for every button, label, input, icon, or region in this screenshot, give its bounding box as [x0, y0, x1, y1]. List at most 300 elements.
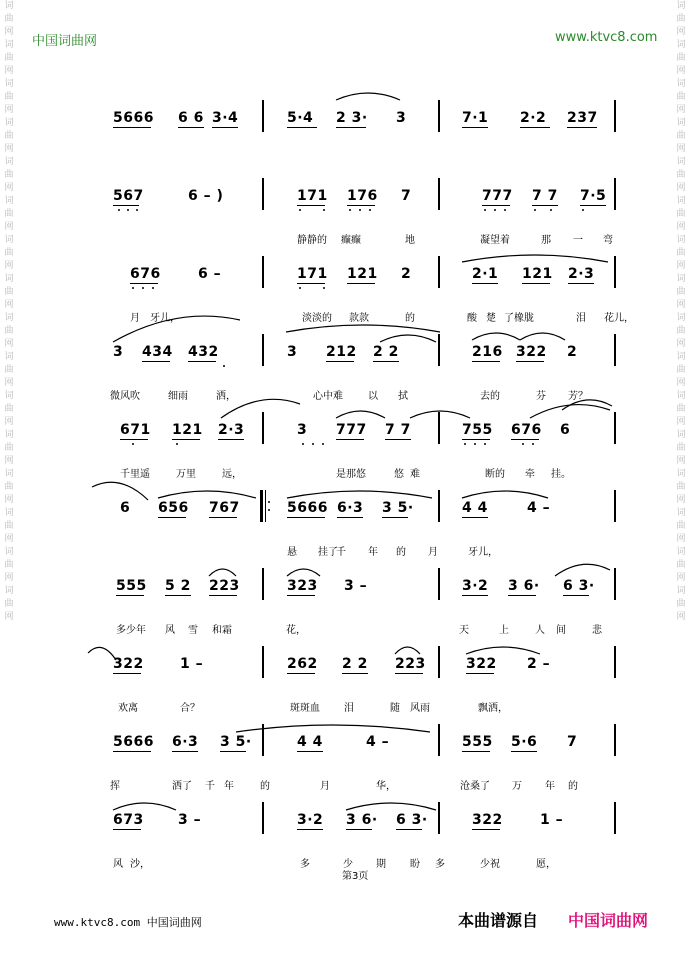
octave-dot [142, 287, 144, 289]
lyric-syllable: 地 [405, 235, 415, 246]
watermark-char: 网 [4, 378, 14, 388]
octave-dot [322, 443, 324, 445]
watermark-char: 曲 [4, 92, 14, 102]
repeat-dot [268, 509, 270, 511]
lyric-syllable: 万 [512, 781, 522, 792]
watermark-char: 曲 [4, 443, 14, 453]
note-group: 6·3 [172, 734, 199, 750]
note-group: 2 [401, 266, 412, 282]
barline [614, 724, 616, 756]
beam-underline [142, 361, 170, 362]
octave-dot [349, 209, 351, 211]
beam-underline [462, 127, 488, 128]
barline [438, 178, 440, 210]
page-number: 第3页 [342, 871, 369, 882]
note-group: 2·1 [472, 266, 499, 282]
beam-underline [172, 439, 200, 440]
watermark-char: 词 [4, 547, 14, 557]
lyric-syllable: 淡淡的 [302, 313, 332, 324]
beam-underline [482, 205, 510, 206]
beam-underline [158, 517, 186, 518]
barline [438, 334, 440, 366]
left-watermark-strip [2, 0, 16, 957]
slur [236, 725, 430, 732]
barline [614, 178, 616, 210]
barline [262, 100, 264, 132]
beam-underline [532, 205, 558, 206]
lyric-syllable: 沧桑了 [460, 781, 490, 792]
lyric-syllable: 静静的 [297, 235, 327, 246]
note-group: 432 [188, 344, 219, 360]
barline [438, 724, 440, 756]
lyric-syllable: 人 [535, 625, 545, 636]
watermark-char: 词 [676, 40, 686, 50]
barline [438, 568, 440, 600]
slur [462, 491, 548, 498]
barline [262, 568, 264, 600]
watermark-char: 网 [676, 456, 686, 466]
beam-underline [337, 517, 363, 518]
watermark-char: 曲 [676, 131, 686, 141]
slur [472, 333, 520, 340]
beam-underline [287, 595, 315, 596]
footer-brand[interactable]: 中国词曲网 [568, 911, 649, 930]
octave-dot [127, 209, 129, 211]
lyric-syllable: 雪 [188, 625, 198, 636]
beam-underline [396, 829, 422, 830]
octave-dot [494, 209, 496, 211]
lyric-syllable: 风雨 [410, 703, 430, 714]
note-group: 671 [120, 422, 151, 438]
lyric-syllable: 盼 [410, 859, 420, 870]
barline [438, 412, 440, 444]
watermark-char: 曲 [676, 404, 686, 414]
watermark-char: 词 [676, 1, 686, 11]
lyric-syllable: 少祝 [480, 859, 500, 870]
beam-underline [522, 283, 550, 284]
watermark-char: 曲 [4, 326, 14, 336]
lyric-syllable: 挂。 [551, 469, 571, 480]
watermark-char: 词 [4, 274, 14, 284]
note-group: 4 – [527, 500, 551, 516]
thick-bar [260, 490, 263, 522]
note-group: 434 [142, 344, 173, 360]
beam-underline [567, 127, 597, 128]
watermark-char: 网 [676, 612, 686, 622]
lyric-syllable: 多 [300, 859, 310, 870]
watermark-char: 曲 [4, 53, 14, 63]
lyric-syllable: 月 [320, 781, 330, 792]
watermark-char: 词 [4, 508, 14, 518]
watermark-char: 曲 [676, 443, 686, 453]
repeat-dot [268, 501, 270, 503]
note-group: 2·3 [568, 266, 595, 282]
lyric-syllable: 风 [165, 625, 175, 636]
note-group: 3·2 [462, 578, 489, 594]
lyric-syllable: 牵 [525, 469, 535, 480]
lyric-syllable: 合？ [180, 703, 200, 714]
lyric-syllable: 上 [499, 625, 509, 636]
watermark-char: 词 [676, 508, 686, 518]
barline [262, 646, 264, 678]
note-group: 2·2 [520, 110, 547, 126]
barline [614, 256, 616, 288]
lyric-syllable: 多 [435, 859, 445, 870]
barline [614, 334, 616, 366]
note-group: 3 [396, 110, 407, 126]
lyric-syllable: 万里 [176, 469, 196, 480]
beam-underline [172, 751, 198, 752]
octave-dot [323, 287, 325, 289]
octave-dot [132, 287, 134, 289]
watermark-char: 网 [676, 66, 686, 76]
octave-dot [484, 209, 486, 211]
lyric-syllable: 欢离 [118, 703, 138, 714]
beam-underline [120, 439, 148, 440]
lyric-syllable: 月 [130, 313, 140, 324]
watermark-char: 词 [676, 313, 686, 323]
lyric-syllable: 以 [368, 391, 378, 402]
watermark-char: 曲 [676, 521, 686, 531]
barline [438, 100, 440, 132]
lyric-syllable: 飘洒， [478, 703, 508, 714]
note-group: 7·5 [580, 188, 607, 204]
lyric-syllable: 千 [205, 781, 215, 792]
beam-underline [472, 283, 498, 284]
watermark-char: 词 [676, 157, 686, 167]
watermark-char: 网 [676, 300, 686, 310]
footer-url-site[interactable] [54, 914, 202, 930]
beam-underline [373, 361, 399, 362]
octave-dot [359, 209, 361, 211]
watermark-char: 词 [4, 1, 14, 11]
watermark-char: 曲 [676, 326, 686, 336]
barline [438, 802, 440, 834]
lyric-syllable: 了橡胧 [504, 313, 534, 324]
barline [262, 334, 264, 366]
lyric-syllable: 花儿， [604, 313, 634, 324]
lyric-syllable: 芳？ [568, 391, 588, 402]
note-group: 656 [158, 500, 189, 516]
beam-underline [568, 283, 594, 284]
lyric-syllable: 一 [573, 235, 583, 246]
lyric-syllable: 悬 [287, 547, 297, 558]
barline [614, 646, 616, 678]
beam-underline [346, 829, 372, 830]
slur [462, 255, 608, 262]
slur [555, 564, 610, 576]
lyric-syllable: 的 [396, 547, 406, 558]
note-group: 6 3· [396, 812, 428, 828]
barline [614, 490, 616, 522]
note-group: 3 6· [346, 812, 378, 828]
slur [113, 803, 176, 810]
note-group: 1 – [180, 656, 204, 672]
lyric-syllable: 泪 [344, 703, 354, 714]
watermark-char: 词 [676, 352, 686, 362]
watermark-char: 网 [4, 417, 14, 427]
beam-underline [326, 361, 354, 362]
lyric-syllable: 弯 [603, 235, 613, 246]
note-group: 323 [287, 578, 318, 594]
lyric-syllable: 凝望着 [480, 235, 510, 246]
watermark-char: 网 [676, 183, 686, 193]
slur [287, 491, 432, 498]
beam-underline [508, 595, 536, 596]
barline [262, 256, 264, 288]
lyric-syllable: 心中难 [313, 391, 343, 402]
beam-underline [297, 829, 323, 830]
slur [92, 482, 148, 500]
watermark-char: 曲 [676, 560, 686, 570]
beam-underline [113, 205, 139, 206]
lyric-syllable: 年 [368, 547, 378, 558]
slur [466, 647, 540, 654]
note-group: 777 [336, 422, 367, 438]
note-group: 3 [113, 344, 124, 360]
watermark-char: 词 [4, 79, 14, 89]
lyric-syllable: 愿， [536, 859, 556, 870]
barline [614, 100, 616, 132]
lyric-syllable: 年 [545, 781, 555, 792]
watermark-char: 词 [4, 469, 14, 479]
footer-site[interactable]: 中国词曲网 [146, 916, 202, 929]
note-group: 3·2 [297, 812, 324, 828]
watermark-char: 曲 [4, 404, 14, 414]
lyric-syllable: 多少年 [116, 625, 146, 636]
barline [614, 802, 616, 834]
lyric-syllable: 年 [224, 781, 234, 792]
lyric-syllable: 去的 [480, 391, 500, 402]
watermark-char: 词 [676, 469, 686, 479]
header-site-name[interactable]: 中国词曲网 [32, 34, 98, 49]
watermark-char: 曲 [676, 209, 686, 219]
watermark-char: 网 [676, 144, 686, 154]
watermark-char: 词 [4, 157, 14, 167]
note-group: 121 [172, 422, 203, 438]
note-group: 171 [297, 188, 328, 204]
watermark-char: 曲 [676, 92, 686, 102]
watermark-char: 网 [676, 261, 686, 271]
watermark-char: 词 [676, 391, 686, 401]
beam-underline [220, 751, 246, 752]
beam-underline [462, 751, 490, 752]
watermark-char: 词 [4, 118, 14, 128]
note-group: 3·4 [212, 110, 239, 126]
watermark-char: 曲 [4, 287, 14, 297]
lyric-syllable: 的 [260, 781, 270, 792]
watermark-char: 词 [4, 40, 14, 50]
note-group: 6 3· [563, 578, 595, 594]
octave-dot [534, 209, 536, 211]
octave-dot [312, 443, 314, 445]
note-group: 6·3 [337, 500, 364, 516]
watermark-char: 曲 [676, 365, 686, 375]
note-group: 212 [326, 344, 357, 360]
beam-underline [462, 595, 488, 596]
watermark-char: 网 [4, 573, 14, 583]
slur [88, 647, 116, 660]
lyric-syllable: 悠 [394, 469, 404, 480]
octave-dot [136, 209, 138, 211]
beam-underline [563, 595, 589, 596]
watermark-char: 网 [4, 612, 14, 622]
lyric-syllable: 华， [376, 781, 396, 792]
watermark-char: 网 [676, 573, 686, 583]
watermark-char: 网 [676, 339, 686, 349]
lyric-syllable: 期 [376, 859, 386, 870]
lyric-syllable: 沙， [130, 859, 150, 870]
beam-underline [520, 127, 550, 128]
watermark-char: 曲 [4, 170, 14, 180]
footer-source-label: 本曲谱源自 [458, 911, 539, 930]
lyric-syllable: 洒， [216, 391, 236, 402]
lyric-syllable: 挂了 [318, 547, 338, 558]
octave-dot [504, 209, 506, 211]
note-group: 6 – ) [188, 188, 224, 204]
watermark-char: 词 [4, 430, 14, 440]
slur [346, 803, 436, 810]
watermark-char: 网 [676, 417, 686, 427]
lyric-syllable: 款款 [349, 313, 369, 324]
lyric-syllable: 细雨 [168, 391, 188, 402]
note-group: 3 5· [382, 500, 414, 516]
header-site-url[interactable]: www.ktvc8.com [555, 30, 658, 45]
beam-underline [297, 283, 325, 284]
beam-underline [395, 673, 423, 674]
watermark-char: 曲 [4, 482, 14, 492]
barline [262, 724, 264, 756]
note-group: 2 3· [336, 110, 368, 126]
note-group: 673 [113, 812, 144, 828]
note-group: 4 4 [297, 734, 323, 750]
watermark-char: 词 [4, 391, 14, 401]
watermark-char: 词 [676, 274, 686, 284]
lyric-syllable: 洒了 [172, 781, 192, 792]
beam-underline [342, 673, 368, 674]
lyric-syllable: 癫癫 [341, 235, 361, 246]
slur [221, 399, 300, 418]
note-group: 322 [472, 812, 503, 828]
watermark-char: 词 [676, 196, 686, 206]
footer-url[interactable]: www.ktvc8.com [54, 916, 141, 929]
beam-underline [287, 127, 317, 128]
watermark-char: 网 [4, 144, 14, 154]
beam-underline [347, 205, 375, 206]
beam-underline [336, 127, 366, 128]
right-watermark-strip [674, 0, 688, 957]
beam-underline [297, 751, 323, 752]
beam-underline [385, 439, 411, 440]
octave-dot [118, 209, 120, 211]
slur [530, 405, 610, 418]
beam-underline [511, 751, 537, 752]
slur [286, 325, 440, 332]
lyric-syllable: 断的 [485, 469, 505, 480]
lyric-syllable: 花， [286, 625, 306, 636]
lyric-syllable: 那 [541, 235, 551, 246]
slur [287, 569, 320, 576]
note-group: 262 [287, 656, 318, 672]
beam-underline [188, 361, 216, 362]
octave-dot [323, 209, 325, 211]
beam-underline [165, 595, 191, 596]
octave-dot [582, 209, 584, 211]
slur [158, 491, 256, 498]
note-group: 171 [297, 266, 328, 282]
beam-underline [116, 595, 144, 596]
watermark-char: 曲 [676, 287, 686, 297]
octave-dot [484, 443, 486, 445]
lyric-syllable: 悲 [592, 625, 602, 636]
lyric-syllable: 酸 [467, 313, 477, 324]
lyric-syllable: 挥 [110, 781, 120, 792]
note-group: 6 [120, 500, 131, 516]
beam-underline [382, 517, 408, 518]
watermark-char: 曲 [4, 248, 14, 258]
note-group: 121 [347, 266, 378, 282]
octave-dot [223, 365, 225, 367]
watermark-char: 曲 [676, 14, 686, 24]
lyric-syllable: 的 [405, 313, 415, 324]
barline [262, 178, 264, 210]
note-group: 5 2 [165, 578, 191, 594]
note-group: 322 [466, 656, 497, 672]
note-group: 237 [567, 110, 598, 126]
watermark-char: 曲 [4, 599, 14, 609]
note-group: 5666 [113, 110, 154, 126]
watermark-char: 曲 [676, 53, 686, 63]
note-group: 2 [567, 344, 578, 360]
repeat-barline [260, 490, 272, 522]
watermark-char: 曲 [4, 521, 14, 531]
note-group: 567 [113, 188, 144, 204]
beam-underline [209, 517, 237, 518]
note-group: 3 [297, 422, 308, 438]
beam-underline [130, 283, 158, 284]
beam-underline [516, 361, 544, 362]
note-group: 676 [511, 422, 542, 438]
octave-dot [474, 443, 476, 445]
lyric-syllable: 千 [336, 547, 346, 558]
note-group: 555 [116, 578, 147, 594]
watermark-char: 网 [676, 222, 686, 232]
octave-dot [369, 209, 371, 211]
watermark-char: 词 [676, 430, 686, 440]
octave-dot [152, 287, 154, 289]
watermark-char: 词 [4, 586, 14, 596]
note-group: 4 4 [462, 500, 488, 516]
note-group: 755 [462, 422, 493, 438]
lyric-syllable: 的 [568, 781, 578, 792]
watermark-char: 网 [4, 105, 14, 115]
note-group: 5·6 [511, 734, 538, 750]
watermark-char: 曲 [4, 131, 14, 141]
slur [209, 569, 236, 576]
barline [438, 256, 440, 288]
lyric-syllable: 随 [390, 703, 400, 714]
note-group: 223 [395, 656, 426, 672]
beam-underline [347, 283, 375, 284]
note-group: 1 – [540, 812, 564, 828]
watermark-char: 网 [676, 534, 686, 544]
watermark-char: 词 [4, 235, 14, 245]
beam-underline [287, 517, 325, 518]
lyric-syllable: 微风吹 [110, 391, 140, 402]
lyric-syllable: 斑斑血 [290, 703, 320, 714]
note-group: 7·1 [462, 110, 489, 126]
watermark-char: 词 [4, 196, 14, 206]
